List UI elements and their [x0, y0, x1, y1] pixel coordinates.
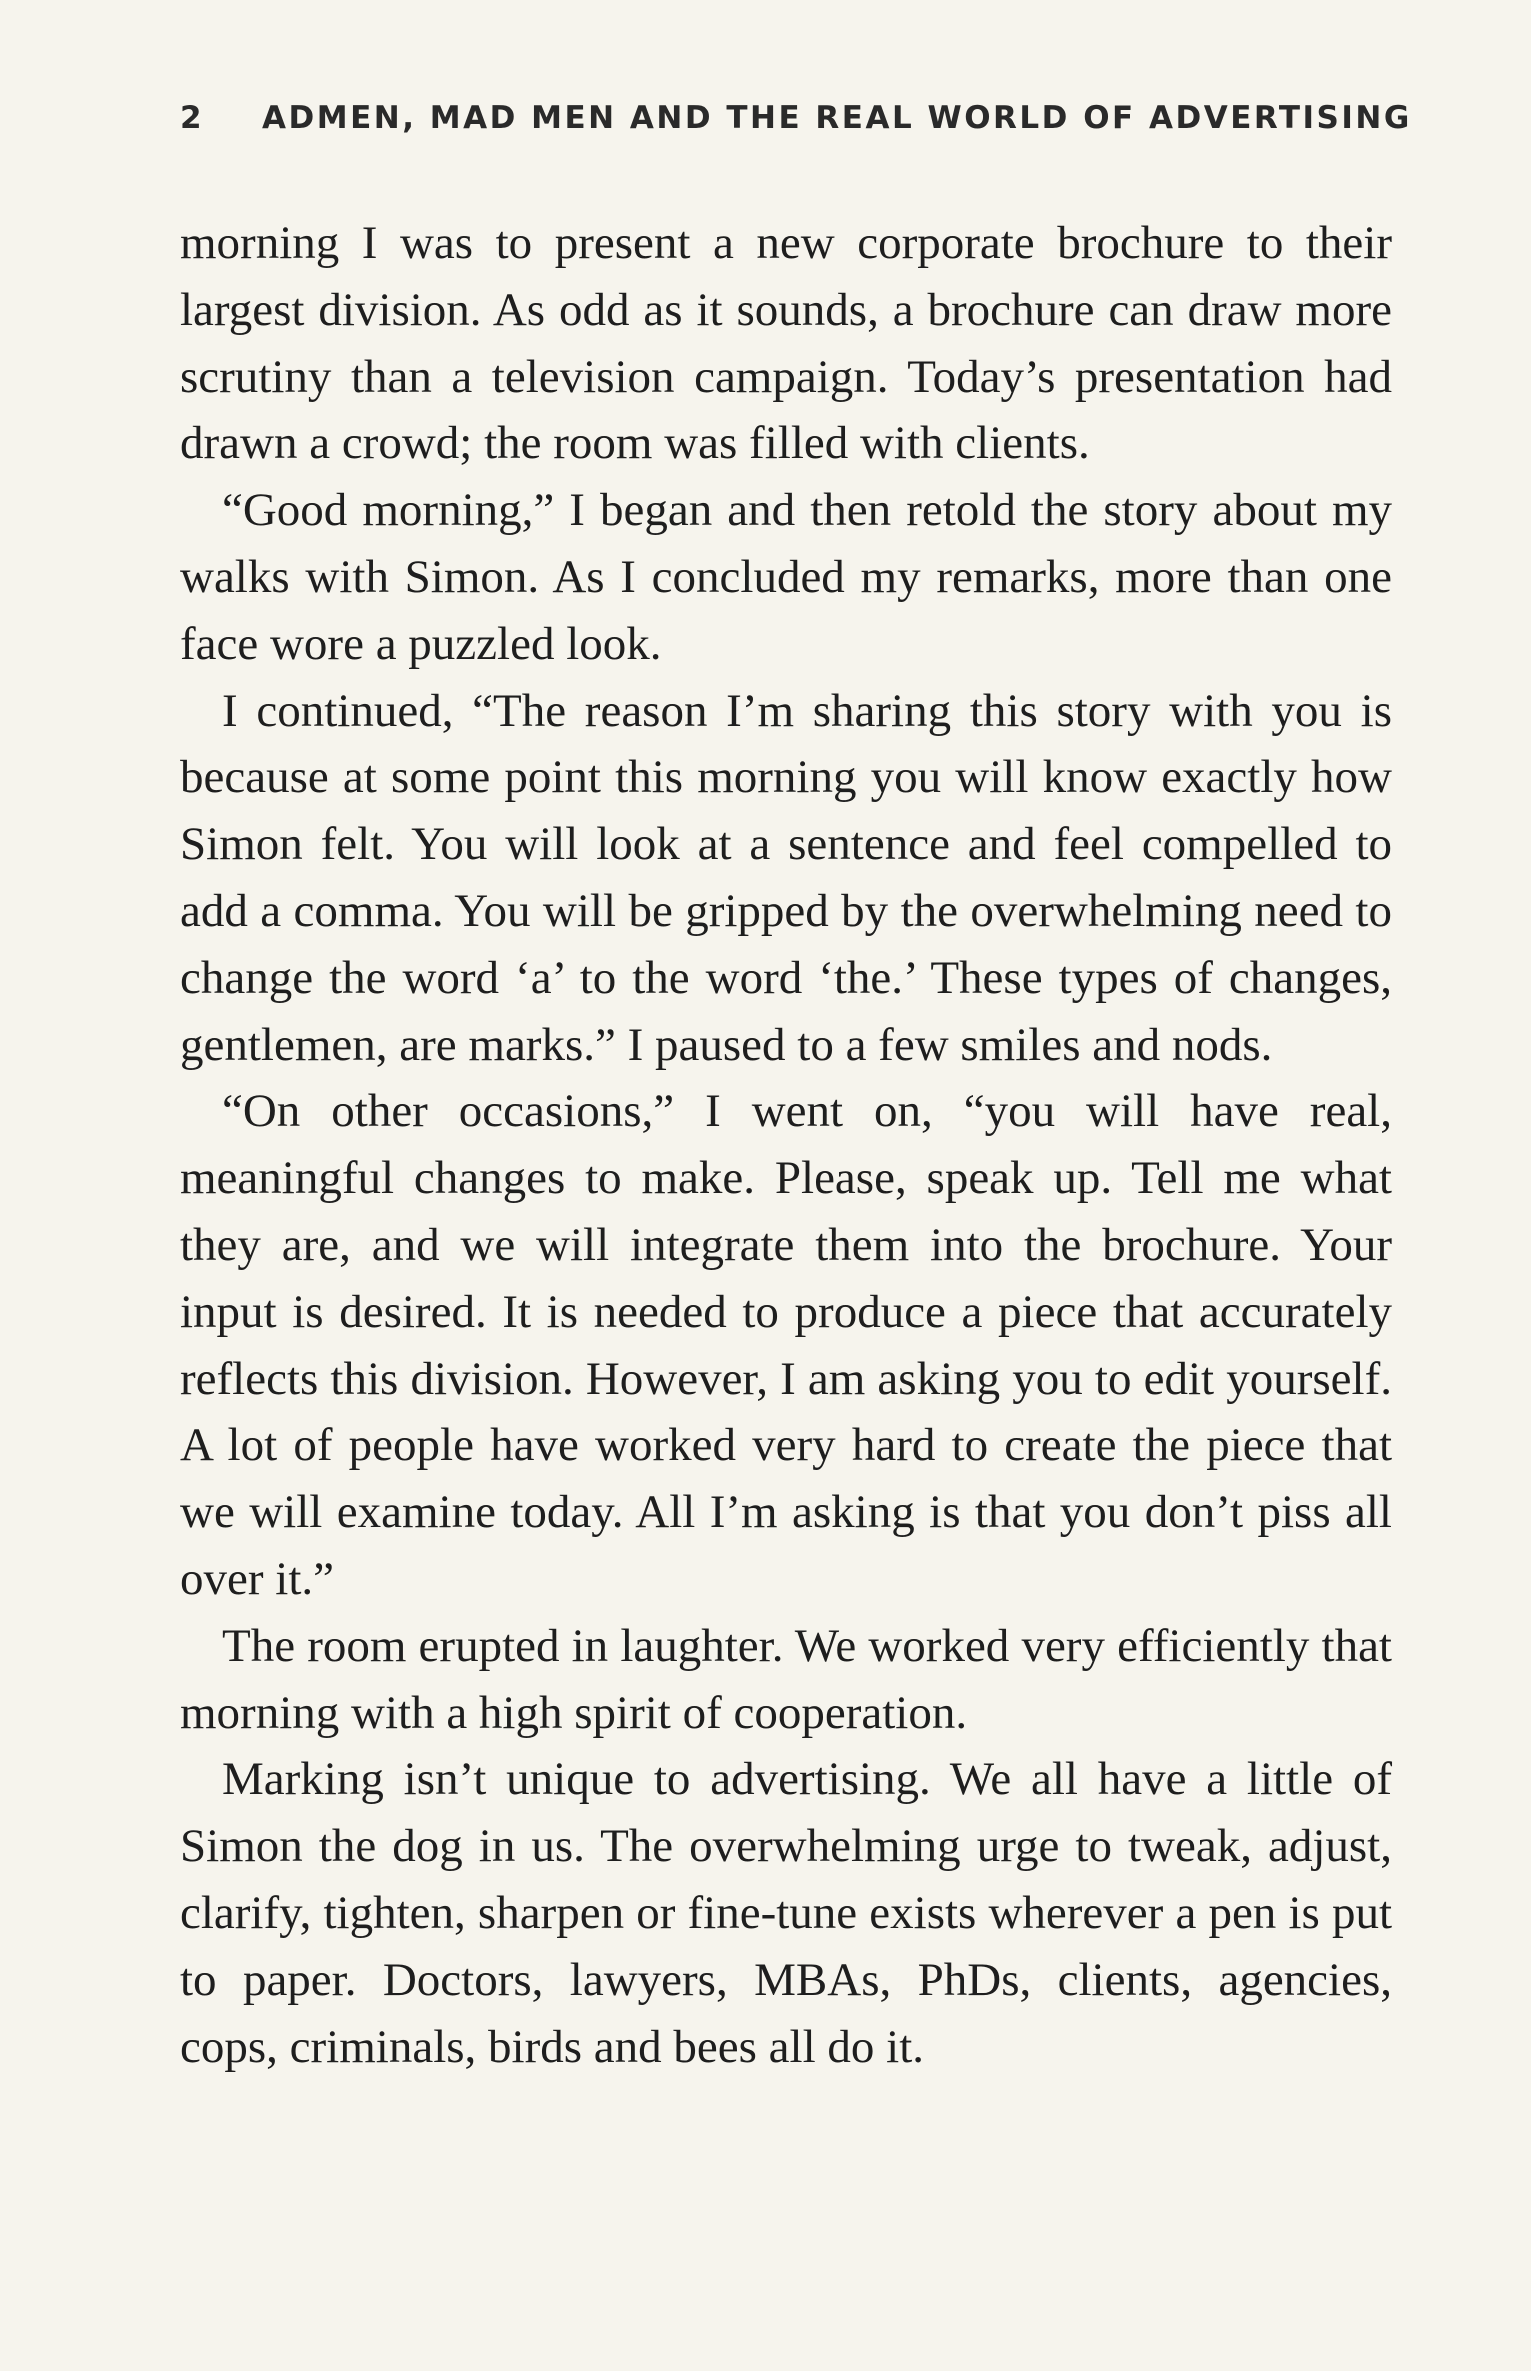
paragraph-6: Marking isn’t unique to advertising. We all have a little of Simon the dog in us. The overwhelming urge to tweak, adjust, clarify, tighten, sharpen or fine-tune exists wherever a pen is put to paper. Doctors, lawyers, MBAs, PhDs, clients, agencies, cops, criminals, birds and bees all do it.	[180, 1753, 1392, 2073]
body-text	[180, 210, 1392, 2080]
running-title: ADMEN, MAD MEN AND THE REAL WORLD OF ADVERTISING	[262, 100, 1412, 136]
paragraph-3: I continued, “The reason I’m sharing this story with you is because at some point this morning you will know exactly how Simon felt. You will look at a sentence and feel compelled to add a comma. You will be gripped by the overwhelming need to change the word ‘a’ to the word ‘the.’ These types of changes, gentlemen, are marks.” I paused to a few smiles and nods.	[180, 684, 1392, 1071]
paragraph-2: “Good morning,” I began and then retold the story about my walks with Simon. As I concluded my remarks, more than one face wore a puzzled look.	[180, 484, 1392, 670]
paragraph-5: The room erupted in laughter. We worked very efficiently that morning with a high spirit of cooperation.	[180, 1619, 1392, 1739]
running-head	[180, 100, 1412, 136]
paragraph-4: “On other occasions,” I went on, “you will have real, meaningful changes to make. Please, speak up. Tell me what they are, and we will integrate them into the brochure. Your input is desired. It is needed to produce a piece that accurately reflects this division. However, I am asking you to edit yourself. A lot of people have worked very hard to create the piece that we will examine today. All I’m asking is that you don’t piss all over it.”	[180, 1085, 1392, 1605]
paragraph-1: morning I was to present a new corporate brochure to their largest division. As odd as it sounds, a brochure can draw more scrutiny than a television campaign. Today’s presentation had drawn a crowd; the room was filled with clients.	[180, 217, 1392, 470]
page-number: 2	[180, 100, 205, 136]
